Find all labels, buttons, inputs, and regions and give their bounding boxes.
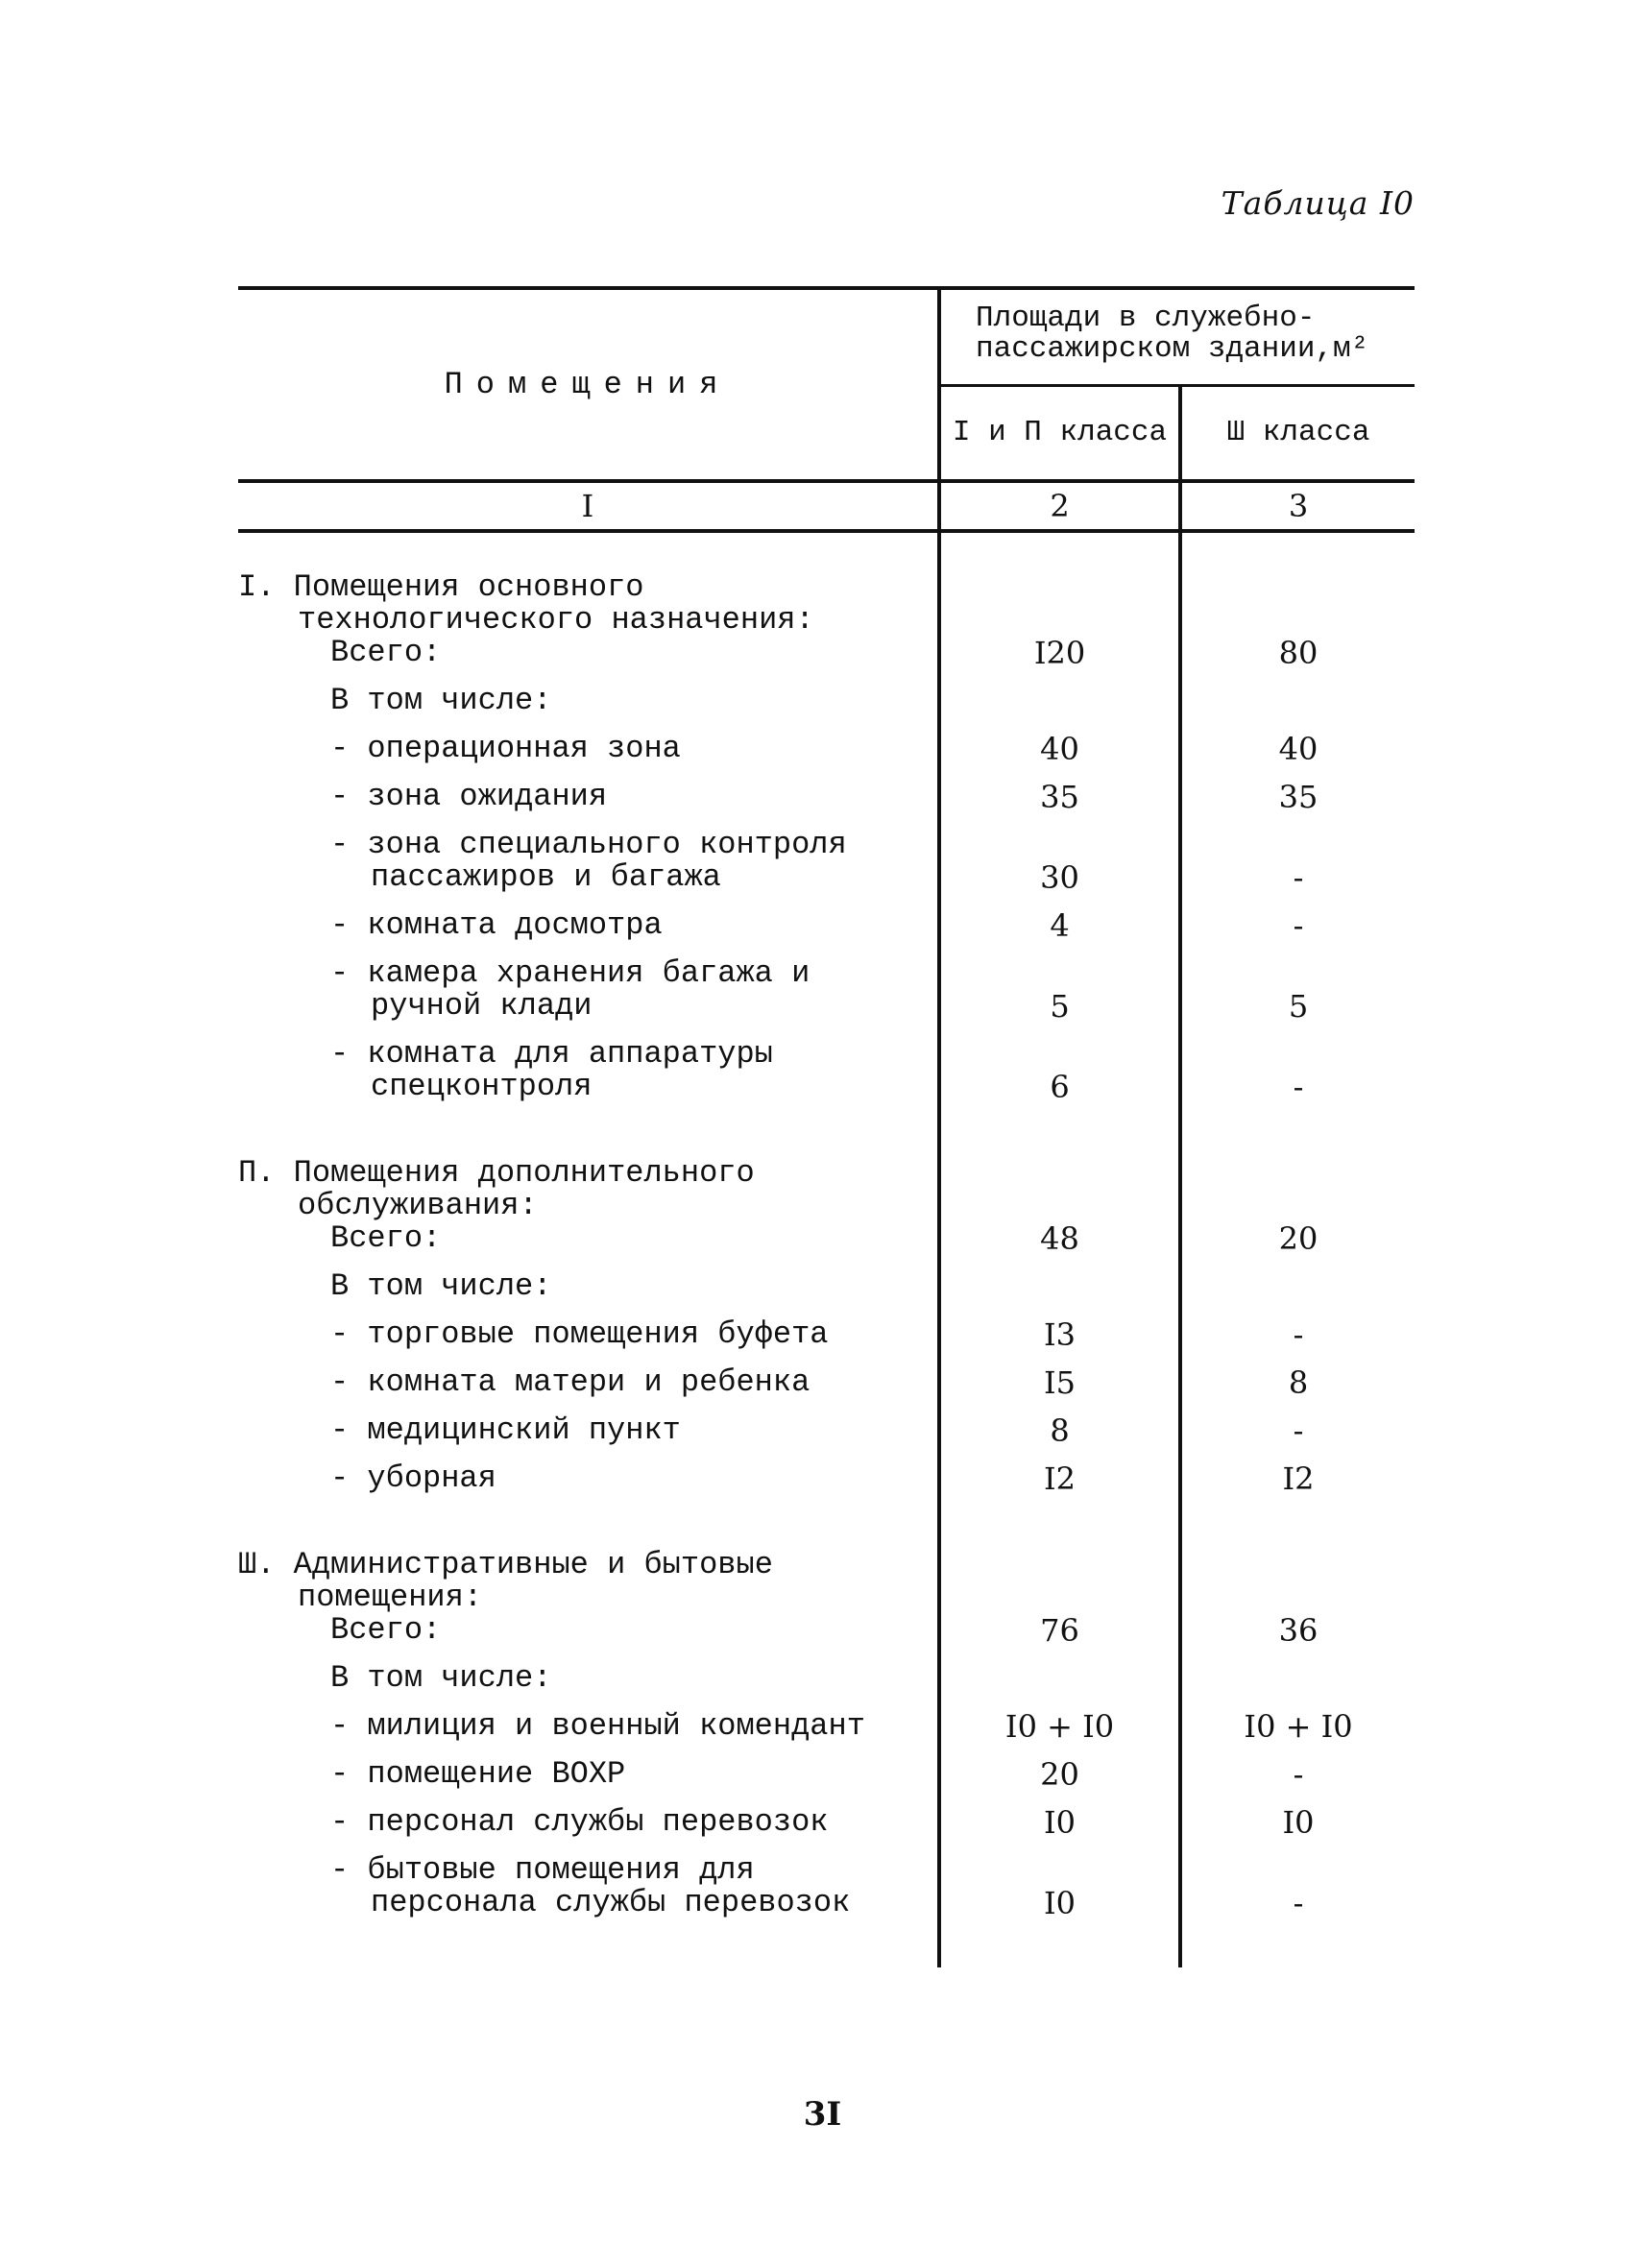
total-value-3: 20 — [1278, 1220, 1318, 1257]
item-value-3: - — [1293, 907, 1304, 944]
item-label: - комната для аппаратуры спецконтроля — [330, 1036, 773, 1104]
item-value-3: - — [1293, 1885, 1304, 1921]
table-row — [238, 1038, 1415, 1119]
area-table — [238, 286, 1415, 1967]
item-value-1-2: 4 — [939, 909, 1180, 957]
item-value-3: 40 — [1278, 731, 1318, 767]
item-value-1-2: 30 — [939, 829, 1180, 909]
item-value-1-2: I5 — [939, 1366, 1180, 1414]
table-row — [238, 733, 1415, 781]
section-title: Ш. Административные и бытовые помещения: — [238, 1547, 773, 1615]
total-label: Всего: — [330, 1220, 442, 1256]
item-label: - операционная зона — [330, 731, 681, 766]
item-value-1-2: 20 — [939, 1758, 1180, 1806]
header-area: Площади в служебно-пассажирском здании,м² — [939, 288, 1415, 386]
header-class-3: Ш класса — [1180, 386, 1415, 482]
item-value-1-2: I0 — [939, 1806, 1180, 1854]
item-value-3: 5 — [1288, 988, 1309, 1025]
header-row-1 — [238, 288, 1415, 386]
item-label: - персонал службы перевозок — [330, 1804, 829, 1840]
column-number-row — [238, 481, 1415, 531]
item-value-3: 8 — [1288, 1364, 1309, 1401]
total-value-3: 36 — [1278, 1612, 1318, 1649]
item-label: - помещение ВОХР — [330, 1756, 626, 1792]
total-row — [238, 637, 1415, 685]
item-value-3: - — [1293, 1756, 1304, 1793]
item-value-3: - — [1293, 1412, 1304, 1449]
total-value-1-2: I20 — [939, 637, 1180, 685]
item-value-3: - — [1293, 1316, 1304, 1353]
table-row — [238, 1758, 1415, 1806]
column-number-1: I — [238, 481, 939, 531]
item-value-3: I2 — [1282, 1460, 1315, 1497]
total-row — [238, 1614, 1415, 1662]
including-row — [238, 685, 1415, 733]
total-row — [238, 1222, 1415, 1270]
including-row — [238, 1270, 1415, 1318]
total-value-1-2: 48 — [939, 1222, 1180, 1270]
section-title: I. Помещения основного технологического назначения: — [238, 569, 814, 638]
section-title-row — [238, 1510, 1415, 1614]
item-label: - камера хранения багажа и ручной клади — [330, 955, 810, 1024]
item-value-1-2: 35 — [939, 781, 1180, 829]
item-label: - зона ожидания — [330, 779, 608, 814]
table-bottom-spacer — [238, 1935, 1415, 1967]
table-row — [238, 909, 1415, 957]
header-class-1-2: I и П класса — [939, 386, 1180, 482]
page-number: 3I — [803, 2095, 842, 2134]
table-row — [238, 1462, 1415, 1510]
table-row — [238, 1414, 1415, 1462]
item-value-1-2: I0 — [939, 1854, 1180, 1935]
table-row — [238, 781, 1415, 829]
including-label: В том числе: — [330, 1268, 552, 1304]
item-label: - уборная — [330, 1460, 496, 1496]
item-value-3: - — [1293, 859, 1304, 896]
item-label: - бытовые помещения для персонала службы перевозок — [330, 1852, 851, 1920]
item-value-1-2: I0 + I0 — [939, 1710, 1180, 1758]
including-row — [238, 1662, 1415, 1710]
table-row — [238, 1318, 1415, 1366]
total-label: Всего: — [330, 1612, 442, 1648]
table-row — [238, 1806, 1415, 1854]
section-title-row — [238, 1119, 1415, 1222]
item-value-1-2: 8 — [939, 1414, 1180, 1462]
item-value-3: 35 — [1278, 779, 1318, 815]
item-value-1-2: 6 — [939, 1038, 1180, 1119]
item-value-1-2: 40 — [939, 733, 1180, 781]
item-value-3: - — [1293, 1069, 1304, 1105]
total-label: Всего: — [330, 635, 442, 670]
table-row — [238, 1854, 1415, 1935]
column-number-2: 2 — [939, 481, 1180, 531]
column-number-3: 3 — [1180, 481, 1415, 531]
section-title-row — [238, 531, 1415, 637]
item-label: - зона специального контроля пассажиров и багажа — [330, 827, 847, 895]
item-label: - комната досмотра — [330, 907, 663, 943]
item-label: - медицинский пункт — [330, 1412, 681, 1448]
total-value-1-2: 76 — [939, 1614, 1180, 1662]
item-label: - милиция и военный комендант — [330, 1708, 865, 1744]
table-row — [238, 957, 1415, 1038]
item-value-1-2: 5 — [939, 957, 1180, 1038]
item-value-3: I0 — [1282, 1804, 1315, 1841]
item-value-1-2: I2 — [939, 1462, 1180, 1510]
section-title: П. Помещения дополнительного обслуживания: — [238, 1155, 755, 1223]
item-label: - торговые помещения буфета — [330, 1316, 829, 1352]
table-row — [238, 1710, 1415, 1758]
table-row — [238, 829, 1415, 909]
header-rooms: Помещения — [238, 288, 939, 481]
table-row — [238, 1366, 1415, 1414]
item-value-3: I0 + I0 — [1244, 1708, 1353, 1745]
item-value-1-2: I3 — [939, 1318, 1180, 1366]
item-label: - комната матери и ребенка — [330, 1364, 810, 1400]
table-caption: Таблица I0 — [1221, 184, 1415, 222]
including-label: В том числе: — [330, 683, 552, 718]
including-label: В том числе: — [330, 1660, 552, 1696]
total-value-3: 80 — [1278, 635, 1318, 671]
